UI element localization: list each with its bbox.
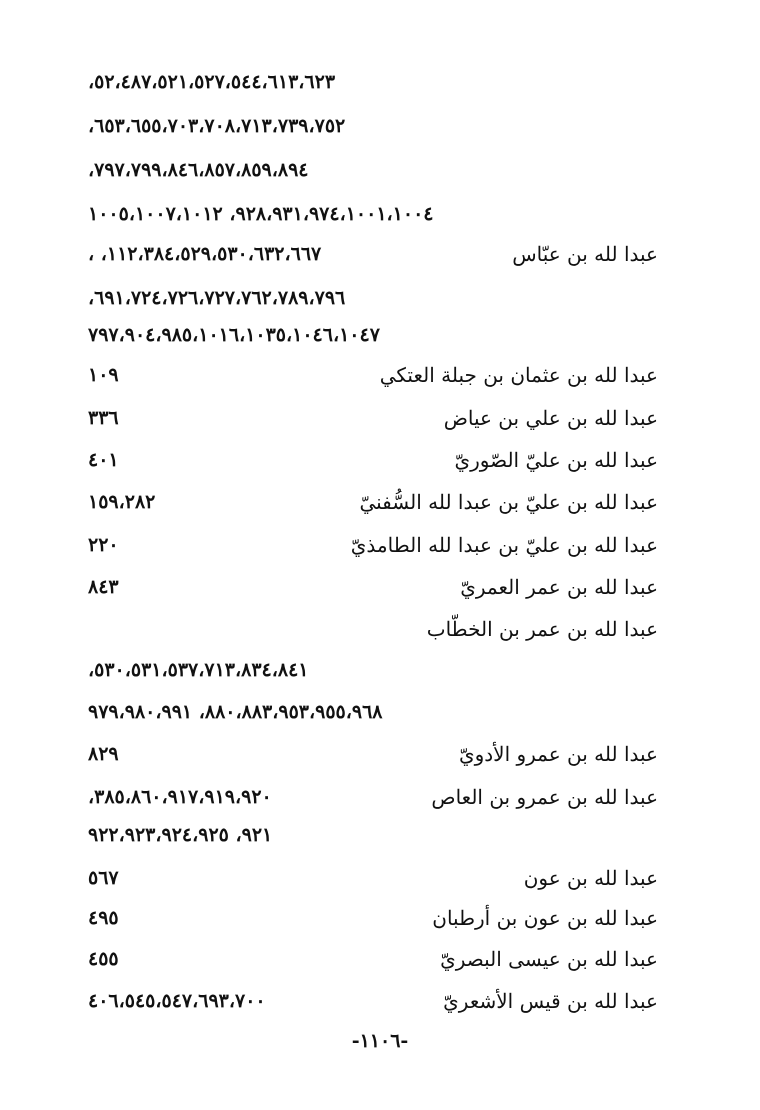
page-references: ٦٥٣،٦٥٥،٧٠٣،٧٠٨،٧١٣،٧٣٩،٧٥٢، [88, 115, 346, 137]
page-references: ٤٩٥ [88, 907, 119, 929]
entry-name: عبدا لله بن عمر بن الخطّاب [426, 617, 658, 641]
index-entry [88, 650, 658, 690]
page-references: ١١٢،٣٨٤،٥٢٩،٥٣٠،٦٣٢،٦٦٧، ، [88, 243, 322, 265]
page-references: ٩٢٨،٩٣١،٩٧٤،١٠٠١،١٠٠٤، ١٠٠٥،١٠٠٧،١٠١٢ [88, 203, 434, 225]
index-entry [88, 482, 658, 522]
index-entry [88, 278, 658, 318]
page-references: ٥٢،٤٨٧،٥٢١،٥٢٧،٥٤٤،٦١٣،٦٢٣، [88, 71, 336, 93]
index-entry [88, 150, 658, 190]
index-entry [88, 106, 658, 146]
page-references: ٤٥٥ [88, 948, 119, 970]
entry-name: عبدا لله بن عليّ بن عبدا لله السُّفنيّ [359, 490, 658, 514]
entry-name: عبدا لله بن عبّاس [512, 242, 658, 266]
index-entry [88, 234, 658, 274]
entry-name: عبدا لله بن عون [523, 866, 658, 890]
entry-name: عبدا لله بن عليّ بن عبدا لله الطامذيّ [350, 533, 658, 557]
page-references: ٢٢٠ [88, 534, 119, 556]
page-references: ٨٤٣ [88, 576, 119, 598]
index-entry [88, 734, 658, 774]
page-references: ٦٩١،٧٢٤،٧٢٦،٧٢٧،٧٦٢،٧٨٩،٧٩٦، [88, 287, 346, 309]
page-references: ٨٨٠،٨٨٣،٩٥٣،٩٥٥،٩٦٨، ٩٧٩،٩٨٠،٩٩١ [88, 701, 383, 723]
page-references: ٧٩٧،٩٠٤،٩٨٥،١٠١٦،١٠٣٥،١٠٤٦،١٠٤٧ [88, 324, 380, 346]
index-entry [88, 858, 658, 898]
entry-name: عبدا لله بن عون بن أرطبان [432, 906, 658, 930]
index-entry [88, 898, 658, 938]
page-references: ٥٦٧ [88, 867, 119, 889]
index-entry [88, 398, 658, 438]
entry-name: عبدا لله بن علي بن عياض [443, 406, 658, 430]
entry-name: عبدا لله بن عمرو الأدويّ [458, 742, 658, 766]
page-number: -١١٠٦- [351, 1030, 409, 1052]
index-entry [88, 567, 658, 607]
page-references: ١٠٩ [88, 364, 119, 386]
index-entry [88, 939, 658, 979]
index-entry [88, 440, 658, 480]
page-references: ٤٠٦،٥٤٥،٥٤٧،٦٩٣،٧٠٠ [88, 990, 266, 1012]
page-references: ٧٩٧،٧٩٩،٨٤٦،٨٥٧،٨٥٩،٨٩٤، [88, 159, 309, 181]
page-references: ٩٢١، ٩٢٢،٩٢٣،٩٢٤،٩٢٥ [88, 824, 273, 846]
page-references: ٣٣٦ [88, 407, 119, 429]
index-entry [88, 355, 658, 395]
entry-name: عبدا لله بن عمرو بن العاص [431, 785, 658, 809]
page-references: ٥٣٠،٥٣١،٥٣٧،٧١٣،٨٣٤،٨٤١، [88, 659, 309, 681]
index-entry [88, 62, 658, 102]
index-entry [88, 525, 658, 565]
entry-name: عبدا لله بن عيسى البصريّ [440, 947, 658, 971]
entry-name: عبدا لله بن قيس الأشعريّ [443, 989, 658, 1013]
page-references: ١٥٩،٢٨٢ [88, 491, 156, 513]
index-entry [88, 609, 658, 649]
page-references: ٣٨٥،٨٦٠،٩١٧،٩١٩،٩٢٠، [88, 786, 272, 808]
index-entry [88, 815, 658, 855]
page-references: ٤٠١ [88, 449, 119, 471]
entry-name: عبدا لله بن عليّ الصّوريّ [454, 448, 658, 472]
page-references: ٨٢٩ [88, 743, 119, 765]
entry-name: عبدا لله بن عمر العمريّ [460, 575, 658, 599]
entry-name: عبدا لله بن عثمان بن جبلة العتكي [379, 363, 658, 387]
index-entry [88, 315, 658, 355]
index-entry [88, 981, 658, 1021]
index-entry [88, 692, 658, 732]
index-entry [88, 777, 658, 817]
index-entry [88, 194, 658, 234]
